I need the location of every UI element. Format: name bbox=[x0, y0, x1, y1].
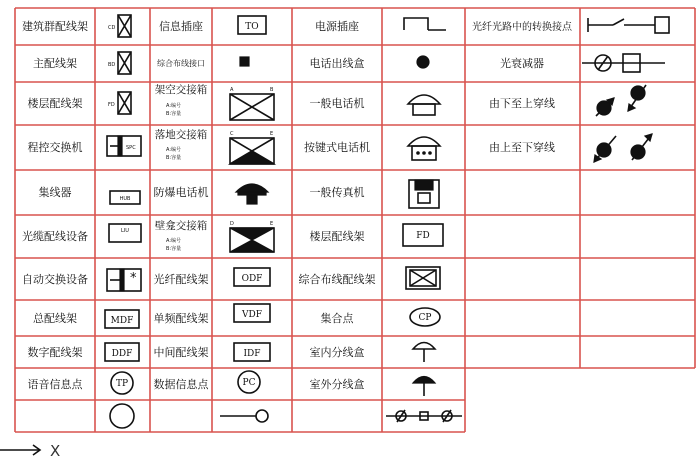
svg-text:CP: CP bbox=[418, 313, 432, 323]
label-pbx: 程控交换机 bbox=[27, 141, 83, 154]
svg-text:SPC: SPC bbox=[126, 145, 136, 151]
svg-text:TP: TP bbox=[115, 379, 129, 389]
label-top-down-wiring: 由上至下穿线 bbox=[489, 141, 555, 154]
label-main-distribution-frame: 主配线架 bbox=[33, 57, 77, 70]
svg-text:C: C bbox=[230, 131, 234, 137]
label-floor-box-capacity-note: B:容量 bbox=[166, 155, 182, 161]
label-phone-outlet-box: 电话出线盒 bbox=[309, 57, 365, 70]
wall-cross-box-icon bbox=[230, 221, 274, 252]
label-voice-frequency-frame: 单频配线架 bbox=[153, 312, 209, 325]
svg-text:TO: TO bbox=[245, 22, 259, 32]
fiber-conversion-point-icon bbox=[588, 17, 669, 33]
svg-text:A: A bbox=[230, 87, 234, 93]
label-wall-box-number-note: A:编号 bbox=[166, 238, 182, 244]
hub-icon bbox=[110, 191, 140, 204]
svg-text:FD: FD bbox=[108, 102, 115, 108]
label-cabling-distribution-frame: 综合布线配线架 bbox=[298, 273, 376, 286]
label-indoor-junction-box: 室内分线盒 bbox=[309, 346, 365, 359]
svg-text:VDF: VDF bbox=[242, 310, 262, 320]
outdoor-junction-box-icon bbox=[413, 377, 435, 397]
label-consolidation-point: 集合点 bbox=[320, 312, 354, 325]
overhead-cross-box-icon bbox=[230, 87, 274, 120]
label-floor-distributor-fd: 楼层配线架 bbox=[309, 230, 365, 243]
svg-text:FD: FD bbox=[416, 231, 430, 241]
label-fiber-conversion-point: 光纤光路中的转换接点 bbox=[472, 22, 572, 33]
label-cabling-interface: 综合布线接口 bbox=[157, 59, 205, 68]
voice-outlet-tp-icon bbox=[111, 372, 133, 394]
bottom-up-wiring-icon bbox=[596, 85, 646, 116]
mdf-icon bbox=[105, 310, 139, 328]
cabling-frame-icon bbox=[406, 267, 440, 289]
label-box-number-note: A:编号 bbox=[166, 103, 182, 109]
label-building-distributor: 建筑群配线架 bbox=[22, 20, 88, 33]
vdf-icon bbox=[234, 304, 270, 322]
table-grid bbox=[15, 8, 695, 432]
label-wall-cross-box: 壁龛交接箱 bbox=[154, 220, 208, 232]
label-wall-box-capacity-note: B:容量 bbox=[166, 246, 182, 252]
ddf-icon bbox=[105, 343, 139, 361]
label-bottom-up-wiring: 由下至上穿线 bbox=[489, 97, 555, 110]
label-power-outlet: 电源插座 bbox=[315, 20, 359, 33]
svg-text:DDF: DDF bbox=[111, 349, 133, 359]
label-automatic-switching-equipment: 自动交换设备 bbox=[22, 273, 88, 286]
svg-text:LIU: LIU bbox=[121, 228, 129, 234]
information-outlet-to-icon bbox=[238, 16, 266, 34]
floor-distributor-icon bbox=[108, 92, 131, 114]
fax-machine-icon bbox=[409, 180, 439, 208]
optical-attenuator-icon bbox=[582, 54, 665, 72]
svg-text:ODF: ODF bbox=[241, 274, 263, 284]
pbx-icon bbox=[107, 136, 141, 156]
label-ordinary-telephone: 一般电话机 bbox=[309, 97, 365, 110]
x-axis-arrow-icon bbox=[0, 445, 40, 455]
label-digital-distribution-frame: 数字配线架 bbox=[27, 346, 83, 359]
floor-cross-box-icon bbox=[230, 131, 274, 164]
label-intermediate-frame: 中间配线架 bbox=[153, 346, 209, 359]
svg-text:*: * bbox=[130, 271, 137, 286]
label-box-capacity-note: B:容量 bbox=[166, 111, 182, 117]
label-information-outlet: 信息插座 bbox=[159, 20, 203, 33]
svg-text:CD: CD bbox=[108, 25, 116, 31]
label-fiber-distribution-frame: 光纤配线架 bbox=[153, 273, 209, 286]
cabling-interface-icon bbox=[240, 57, 249, 66]
label-outdoor-junction-box: 室外分线盒 bbox=[309, 378, 365, 391]
svg-text:PC: PC bbox=[242, 378, 256, 388]
label-optical-attenuator: 光衰减器 bbox=[500, 57, 544, 70]
label-overhead-cross-box: 架空交接箱 bbox=[154, 84, 208, 96]
top-down-wiring-icon bbox=[594, 134, 652, 162]
idf-icon bbox=[234, 343, 270, 361]
power-outlet-icon bbox=[404, 18, 446, 30]
data-outlet-pc-icon bbox=[238, 371, 260, 393]
label-keypad-telephone: 按键式电话机 bbox=[304, 141, 370, 154]
explosion-proof-phone-icon bbox=[236, 184, 268, 204]
label-floor-distributor: 楼层配线架 bbox=[27, 97, 83, 110]
ordinary-telephone-icon bbox=[408, 95, 440, 115]
label-voice-outlet: 语音信息点 bbox=[27, 378, 83, 391]
label-total-distribution-frame: 总配线架 bbox=[33, 312, 77, 325]
svg-text:D: D bbox=[230, 221, 234, 227]
svg-text:B: B bbox=[270, 87, 274, 93]
label-hub: 集线器 bbox=[38, 186, 72, 199]
keypad-telephone-icon bbox=[408, 137, 440, 160]
odf-icon bbox=[234, 268, 270, 286]
automatic-switch-icon bbox=[107, 269, 141, 291]
indoor-junction-box-icon bbox=[413, 343, 435, 363]
label-floor-cross-box: 落地交接箱 bbox=[154, 129, 208, 141]
x-axis-label: X bbox=[50, 442, 61, 460]
building-distributor-icon bbox=[108, 15, 131, 37]
svg-text:HUB: HUB bbox=[119, 196, 131, 202]
phone-outlet-box-icon bbox=[417, 56, 429, 68]
circle-icon bbox=[110, 404, 134, 428]
svg-text:E: E bbox=[270, 131, 274, 137]
fiber-distribution-icon bbox=[109, 224, 141, 242]
label-explosion-proof-phone: 防爆电话机 bbox=[153, 186, 209, 199]
floor-distributor-fd-icon bbox=[403, 224, 443, 246]
svg-text:MDF: MDF bbox=[110, 316, 134, 326]
main-distributor-icon bbox=[108, 52, 131, 74]
consolidation-point-cp-icon bbox=[410, 308, 440, 326]
label-data-outlet: 数据信息点 bbox=[153, 378, 209, 391]
svg-text:E: E bbox=[270, 221, 274, 227]
label-floor-box-number-note: A:编号 bbox=[166, 147, 182, 153]
label-fiber-distribution-equipment: 光缆配线设备 bbox=[22, 230, 88, 243]
label-fax-machine: 一般传真机 bbox=[309, 186, 365, 199]
optical-connector-chain-icon bbox=[386, 410, 462, 422]
line-circle-icon bbox=[220, 410, 268, 422]
svg-text:IDF: IDF bbox=[243, 349, 261, 359]
svg-text:BD: BD bbox=[108, 62, 116, 68]
